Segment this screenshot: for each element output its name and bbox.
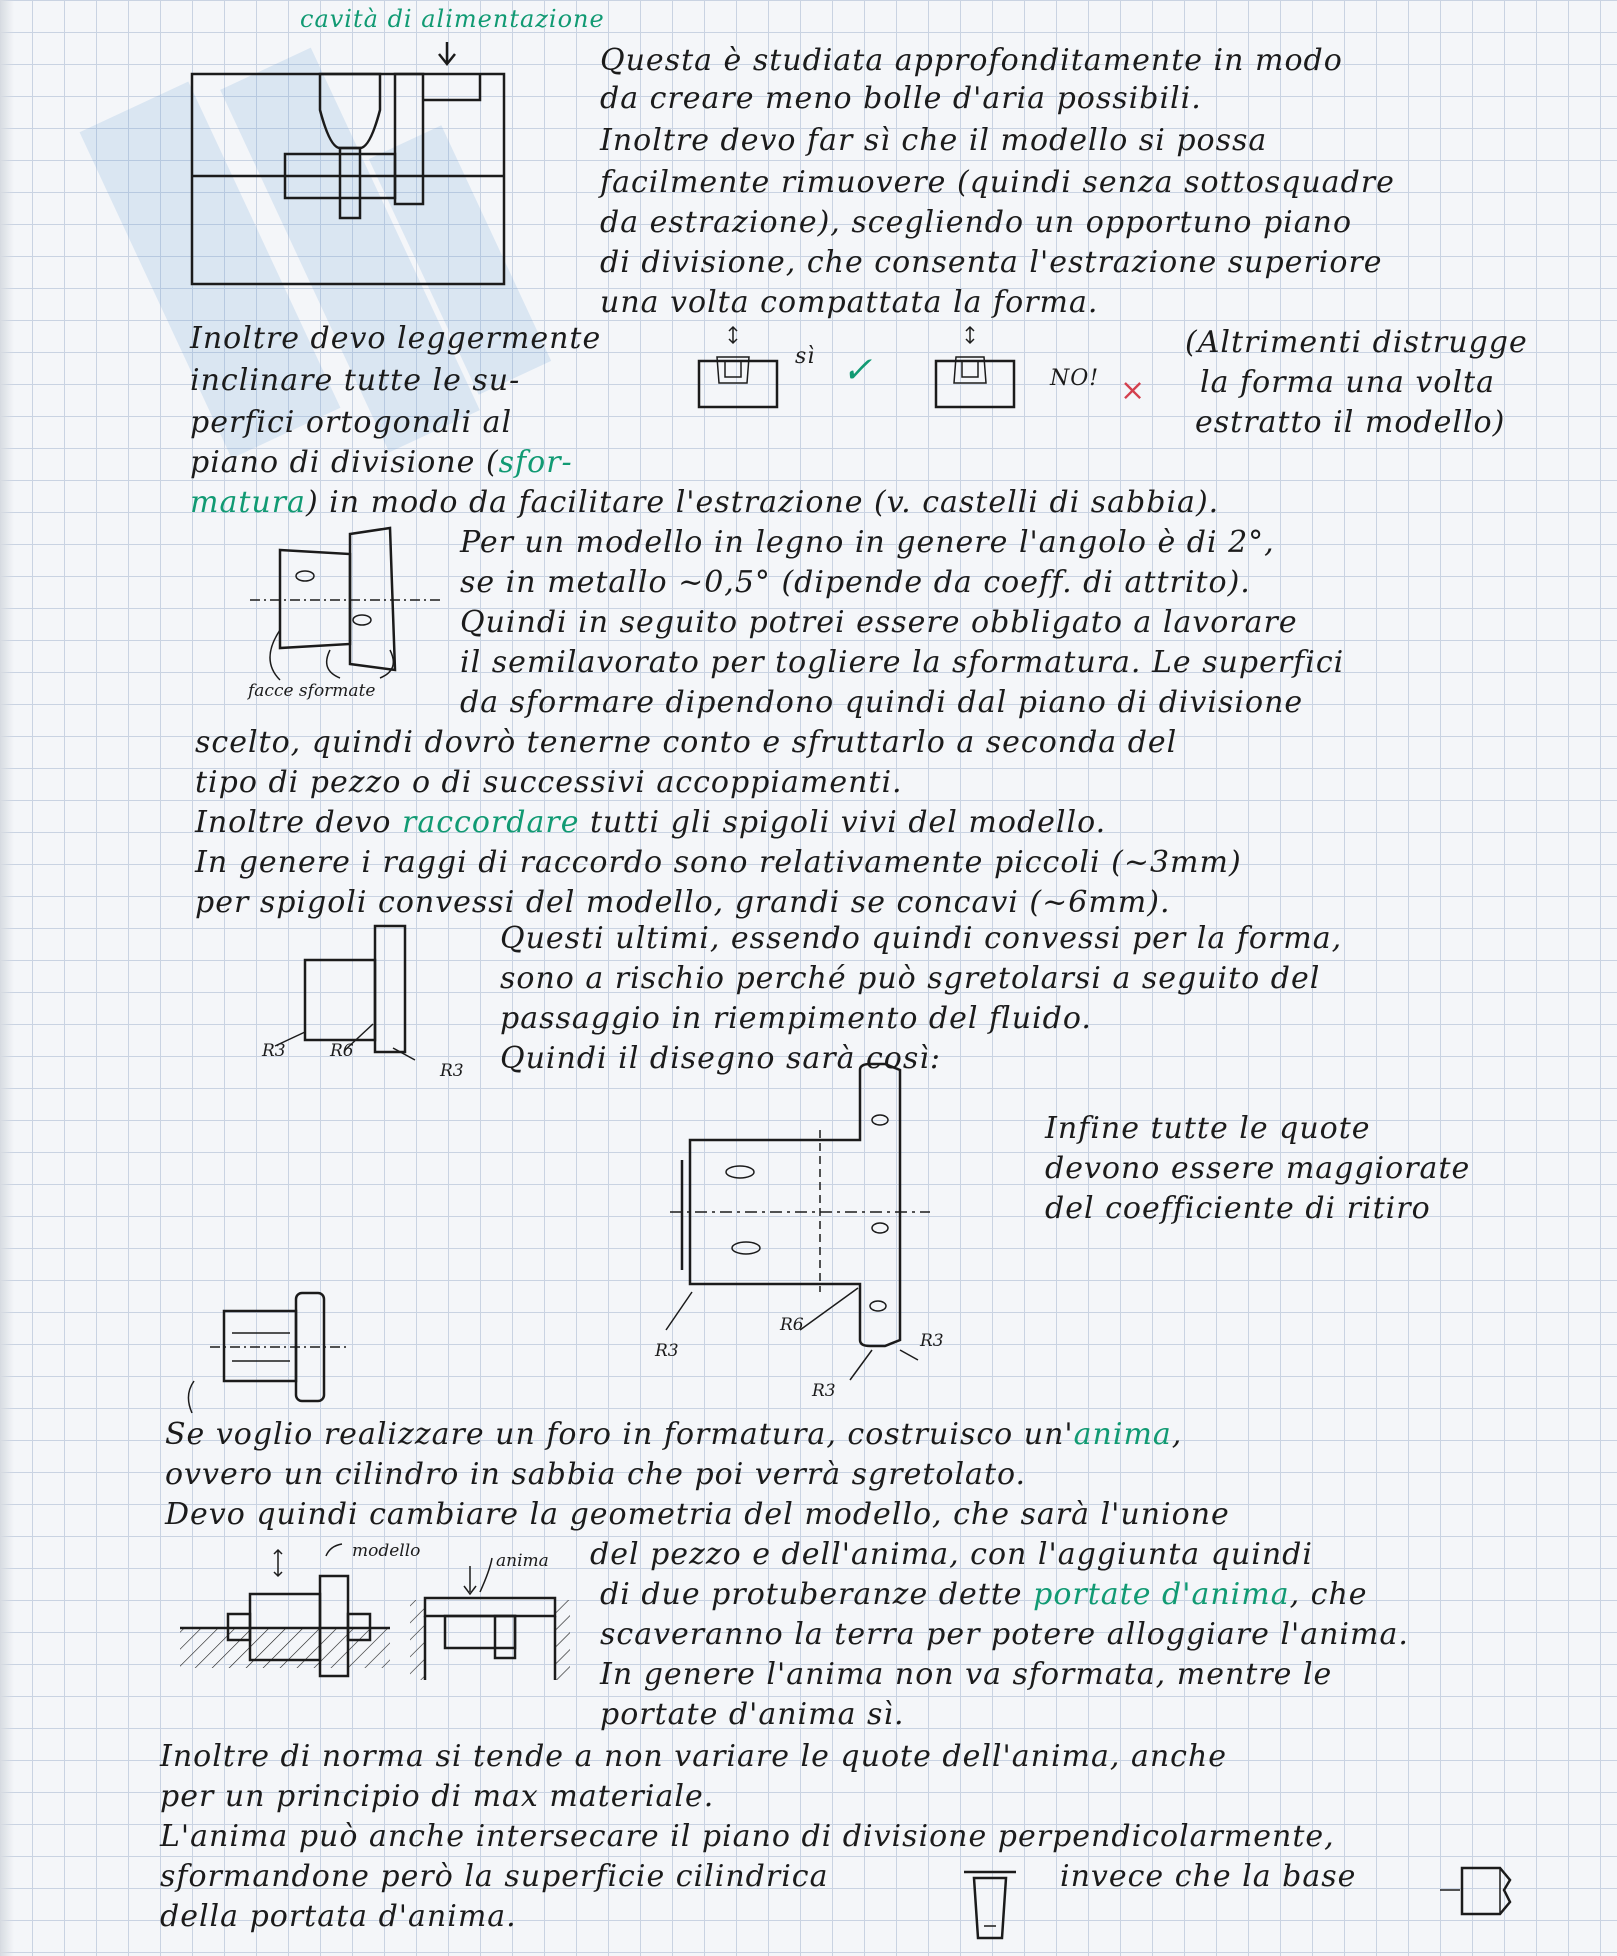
text-line: del pezzo e dell'anima, con l'aggiunta quindi xyxy=(590,1537,1313,1572)
label-si: sì xyxy=(795,344,816,369)
text-line: di due protuberanze dette portate d'anima, che xyxy=(600,1577,1368,1612)
text-line: Quindi il disegno sarà così: xyxy=(500,1041,941,1076)
term-anima: anima xyxy=(1073,1417,1172,1452)
text-line: scelto, quindi dovrò tenerne conto e sfruttarlo a seconda del xyxy=(195,725,1178,760)
text-line: di divisione, che consenta l'estrazione superiore xyxy=(600,245,1383,280)
text-line: Inoltre devo far sì che il modello si possa xyxy=(600,123,1268,158)
text-line: In genere l'anima non va sformata, mentre le xyxy=(600,1657,1333,1692)
label-no: NO! xyxy=(1050,366,1100,391)
text-line: estratto il modello) xyxy=(1195,405,1506,440)
text-line: passaggio in riempimento del fluido. xyxy=(500,1001,1092,1036)
text-line: da estrazione), scegliendo un opportuno piano xyxy=(600,205,1353,240)
text-line: il semilavorato per togliere la sformatura. Le superfici xyxy=(460,645,1345,680)
text-line: devono essere maggiorate xyxy=(1045,1151,1471,1186)
text-line: Inoltre di norma si tende a non variare le quote dell'anima, anche xyxy=(160,1739,1228,1774)
text-line: da sformare dipendono quindi dal piano di divisione xyxy=(460,685,1304,720)
label-r3: R3 xyxy=(262,1041,286,1061)
label-r3: R3 xyxy=(920,1331,944,1351)
text-line: sono a rischio perché può sgretolarsi a seguito del xyxy=(500,961,1321,996)
text-line: perfici ortogonali al xyxy=(190,405,513,440)
text-line: Infine tutte le quote xyxy=(1045,1111,1371,1146)
text-line: piano di divisione (sfor- xyxy=(190,445,573,480)
label-facce-sformate: facce sformate xyxy=(248,681,376,701)
label-r3: R3 xyxy=(655,1341,679,1361)
cross-icon: × xyxy=(1120,373,1147,408)
mold-section-figure xyxy=(190,30,510,290)
drafted-model-figure xyxy=(250,520,450,680)
label-r6: R6 xyxy=(330,1041,354,1061)
draft-wrong-figure xyxy=(932,325,1022,415)
text-line: Per un modello in legno in genere l'angolo è di 2°, xyxy=(460,525,1275,560)
text-line: In genere i raggi di raccordo sono relativamente piccoli (~3mm) xyxy=(195,845,1242,880)
draft-ok-figure xyxy=(695,325,785,415)
text-line: portate d'anima sì. xyxy=(600,1697,905,1732)
text-line: sformandone però la superficie cilindrica xyxy=(160,1859,829,1894)
text-line: una volta compattata la forma. xyxy=(600,285,1099,320)
term-sformatura-cont: matura xyxy=(190,485,306,520)
label-r3: R3 xyxy=(812,1381,836,1401)
text-line: tipo di pezzo o di successivi accoppiamenti. xyxy=(195,765,903,800)
text-line: Quindi in seguito potrei essere obbligato a lavorare xyxy=(460,605,1298,640)
term-raccordare: raccordare xyxy=(402,805,580,840)
term-sformatura: sfor- xyxy=(498,445,573,480)
text-line: L'anima può anche intersecare il piano di divisione perpendicolarmente, xyxy=(160,1819,1335,1854)
tapered-base-figure xyxy=(1440,1856,1530,1926)
label-anima: anima xyxy=(496,1551,549,1571)
label-cavita: cavità di alimentazione xyxy=(300,5,605,33)
label-r6: R6 xyxy=(780,1315,804,1335)
term-portate-anima: portate d'anima xyxy=(1033,1577,1290,1612)
text-line: la forma una volta xyxy=(1200,365,1496,400)
text-line: (Altrimenti distrugge xyxy=(1185,325,1528,360)
label-modello: modello xyxy=(352,1541,421,1561)
text-line: Questi ultimi, essendo quindi convessi per la forma, xyxy=(500,921,1343,956)
text-line: se in metallo ~0,5° (dipende da coeff. di attrito). xyxy=(460,565,1251,600)
text-line: per spigoli convessi del modello, grandi se concavi (~6mm). xyxy=(195,885,1171,920)
tapered-core-figure xyxy=(960,1866,1020,1946)
text-line: Inoltre devo raccordare tutti gli spigoli vivi del modello. xyxy=(195,805,1107,840)
text-line: da creare meno bolle d'aria possibili. xyxy=(600,81,1202,116)
text-line: Inoltre devo leggermente xyxy=(190,321,602,356)
text-line: Se voglio realizzare un foro in formatura, costruisco un'anima, xyxy=(165,1417,1183,1452)
page-binding-shadow xyxy=(0,0,14,1956)
text-line: scaveranno la terra per potere alloggiare l'anima. xyxy=(600,1617,1409,1652)
text-line: Questa è studiata approfonditamente in modo xyxy=(600,43,1343,78)
text-line: del coefficiente di ritiro xyxy=(1045,1191,1431,1226)
label-r3: R3 xyxy=(440,1061,464,1081)
hole-model-figure xyxy=(180,1285,360,1415)
text-line: inclinare tutte le su- xyxy=(190,363,521,398)
text-line: facilmente rimuovere (quindi senza sottosquadre xyxy=(600,165,1395,200)
text-line: invece che la base xyxy=(1060,1859,1357,1894)
text-line: della portata d'anima. xyxy=(160,1899,517,1934)
text-line: matura) in modo da facilitare l'estrazione (v. castelli di sabbia). xyxy=(190,485,1220,520)
check-icon: ✓ xyxy=(842,350,874,391)
fillet-radii-figure xyxy=(265,920,465,1080)
text-line: per un principio di max materiale. xyxy=(160,1779,715,1814)
text-line: ovvero un cilindro in sabbia che poi verrà sgretolato. xyxy=(165,1457,1027,1492)
text-line: Devo quindi cambiare la geometria del modello, che sarà l'unione xyxy=(165,1497,1230,1532)
